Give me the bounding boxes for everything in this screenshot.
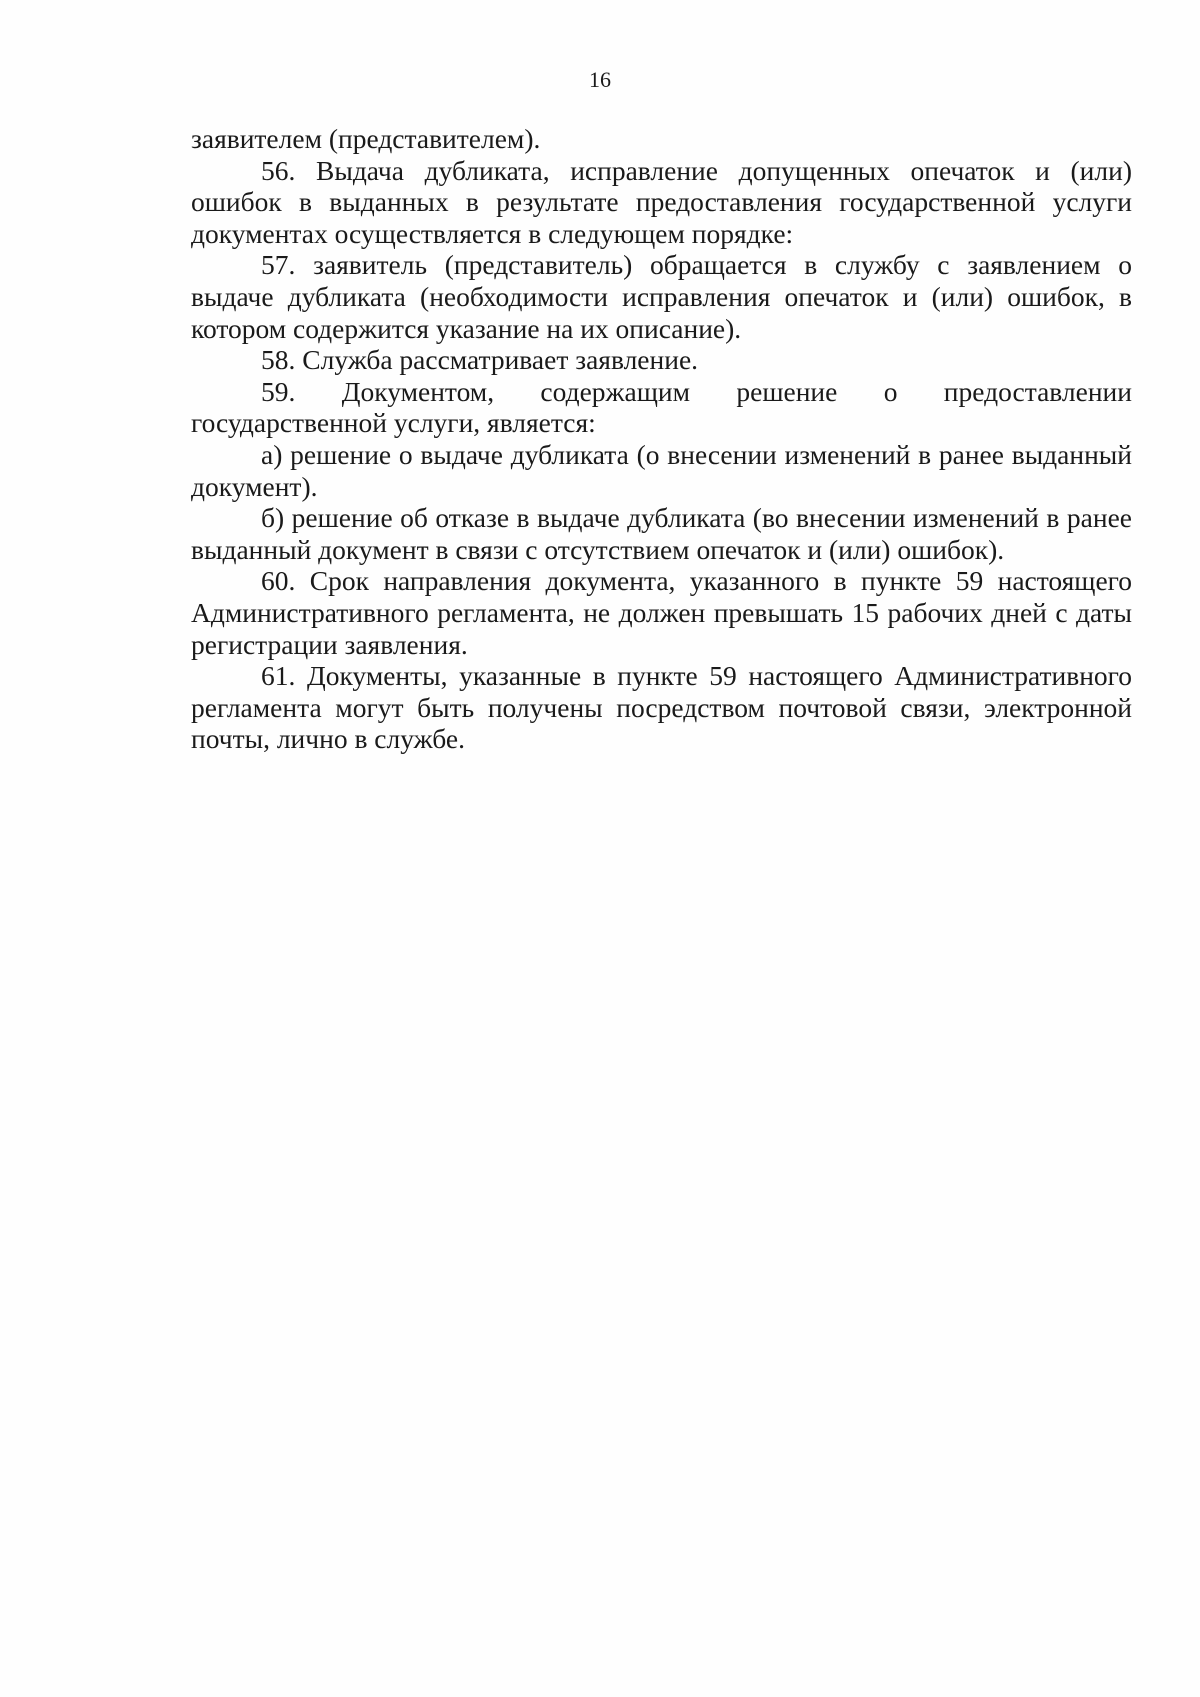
paragraph-number: б) xyxy=(261,502,285,534)
subparagraph-b xyxy=(191,502,1132,565)
paragraph-59 xyxy=(191,376,1132,439)
subparagraph-a xyxy=(191,439,1132,502)
paragraph-number: 58. xyxy=(261,344,296,376)
paragraph-text: решение об отказе в выдаче дубликата (во внесении изменений в ранее выданный документ в связи с отсутствием опечаток и (или) ошибок). xyxy=(191,502,1132,565)
paragraph-56 xyxy=(191,155,1132,250)
paragraph-text: Срок направления документа, указанного в пункте 59 настоящего Административного регламента, не должен превышать 15 рабочих дней с даты регистрации заявления. xyxy=(191,565,1133,660)
paragraph-number: 61. xyxy=(261,660,296,692)
paragraph-text: Служба рассматривает заявление. xyxy=(302,344,699,376)
document-body xyxy=(191,123,1132,755)
paragraph-number: 57. xyxy=(261,249,296,281)
paragraph-text: заявителем (представителем). xyxy=(191,123,541,154)
paragraph-number: а) xyxy=(261,438,283,470)
paragraph-number: 59. xyxy=(261,375,296,407)
paragraph-continuation xyxy=(191,123,1132,155)
paragraph-number: 56. xyxy=(261,154,296,186)
paragraph-text: решение о выдаче дубликата (о внесении изменений в ранее выданный документ). xyxy=(191,438,1133,502)
paragraph-text: Документы, указанные в пункте 59 настоящего Административного регламента могут быть получены посредством почтовой связи, электронной почты, лично в службе. xyxy=(191,660,1133,755)
paragraph-text: Документом, содержащим решение о предоставлении государственной услуги, является: xyxy=(191,375,1132,439)
page-number: 16 xyxy=(589,67,611,92)
paragraph-57 xyxy=(191,249,1132,344)
paragraph-number: 60. xyxy=(261,565,296,597)
paragraph-text: Выдача дубликата, исправление допущенных опечаток и (или) ошибок в выданных в результате предоставления государственной услуги документах осуществляется в следующем порядке: xyxy=(191,154,1132,249)
paragraph-58 xyxy=(191,344,1132,376)
paragraph-text: заявитель (представитель) обращается в службу с заявлением о выдаче дубликата (необходимости исправления опечаток и (или) ошибок, в котором содержится указание на их описание). xyxy=(191,249,1132,344)
paragraph-61 xyxy=(191,660,1132,755)
paragraph-60 xyxy=(191,565,1132,660)
